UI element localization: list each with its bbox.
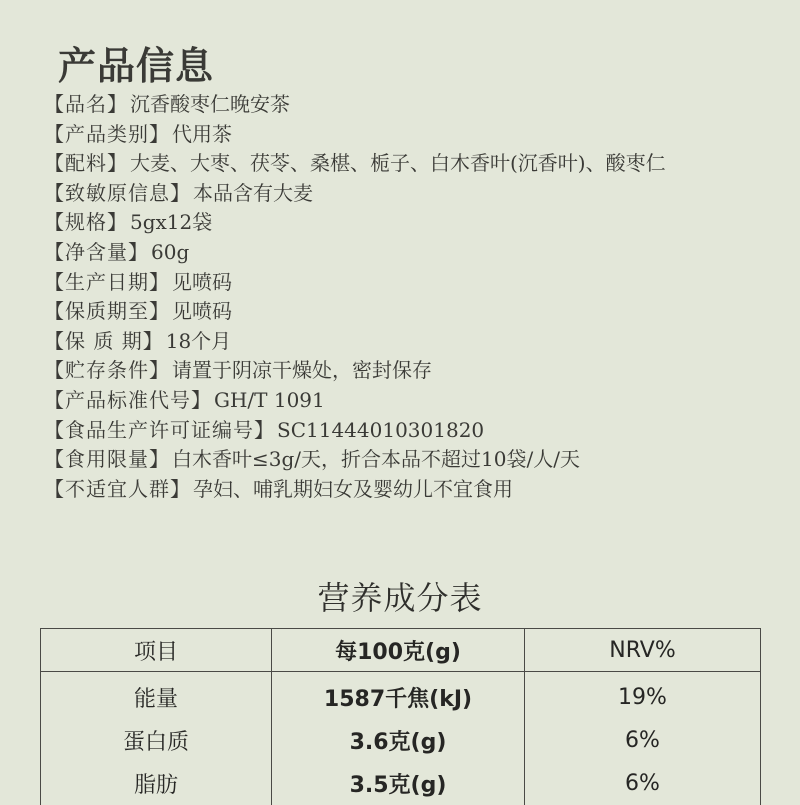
info-label: 【品名】 <box>44 92 128 116</box>
info-label: 【致敏原信息】 <box>44 180 191 205</box>
info-value: 白木香叶≤3g/天，折合本品不超过10袋/人/天 <box>172 447 580 472</box>
table-row <box>41 719 761 762</box>
info-label: 【食用限量】 <box>44 447 170 472</box>
nutrient-nrv: 19% <box>525 672 761 720</box>
info-label: 【产品类别】 <box>44 121 170 146</box>
nutrition-table <box>40 628 761 805</box>
info-row-storage <box>44 356 666 386</box>
product-info-list <box>44 90 666 504</box>
info-label: 【产品标准代号】 <box>44 387 212 412</box>
info-label: 【不适宜人群】 <box>44 476 191 501</box>
info-label: 【保质期至】 <box>44 299 170 324</box>
info-label: 【净含量】 <box>44 239 149 264</box>
info-row-ingredients <box>44 149 666 179</box>
column-header-nrv: NRV% <box>525 629 761 672</box>
info-label: 【保 质 期】 <box>44 328 164 353</box>
info-label: 【规格】 <box>44 210 128 235</box>
nutrient-nrv: 6% <box>525 719 761 762</box>
info-row-production-date <box>44 268 666 298</box>
table-row <box>41 762 761 805</box>
info-value: 本品含有大麦 <box>193 180 313 205</box>
info-value: 5gx12袋 <box>130 210 213 235</box>
info-row-name <box>44 90 666 120</box>
info-value: 沉香酸枣仁晚安茶 <box>130 92 290 116</box>
info-row-shelf-life <box>44 327 666 357</box>
nutrient-name: 能量 <box>41 672 272 720</box>
nutrient-amount: 3.6克(g) <box>272 719 525 762</box>
info-row-category <box>44 120 666 150</box>
nutrient-amount: 3.5克(g) <box>272 762 525 805</box>
nutrient-name: 蛋白质 <box>41 719 272 762</box>
nutrient-name: 脂肪 <box>41 762 272 805</box>
info-value: 代用茶 <box>172 121 232 146</box>
info-value: SC11444010301820 <box>277 417 485 442</box>
info-value: 孕妇、哺乳期妇女及婴幼儿不宜食用 <box>193 476 513 501</box>
info-row-consumption-limit <box>44 445 666 475</box>
info-row-standard-code <box>44 386 666 416</box>
nutrition-header-row <box>41 629 761 672</box>
info-value: 见喷码 <box>172 299 232 324</box>
info-value: 大麦、大枣、茯苓、桑椹、栀子、白木香叶(沉香叶)、酸枣仁 <box>130 151 666 176</box>
info-label: 【食品生产许可证编号】 <box>44 417 275 442</box>
info-value: 18个月 <box>165 328 232 353</box>
info-value: 请置于阴凉干燥处，密封保存 <box>172 358 432 383</box>
product-info-title: 产品信息 <box>58 43 215 88</box>
column-header-per-100g: 每100克(g) <box>272 629 525 672</box>
info-value: 见喷码 <box>172 269 232 294</box>
info-row-allergen <box>44 179 666 209</box>
info-label: 【配料】 <box>44 151 128 176</box>
info-row-expiry-date <box>44 297 666 327</box>
nutrient-amount: 1587千焦(kJ) <box>272 672 525 720</box>
info-row-unsuitable-groups <box>44 475 666 505</box>
info-label: 【生产日期】 <box>44 269 170 294</box>
info-row-license-number <box>44 416 666 446</box>
info-label: 【贮存条件】 <box>44 358 170 383</box>
table-row <box>41 672 761 720</box>
nutrient-nrv: 6% <box>525 762 761 805</box>
info-row-spec <box>44 208 666 238</box>
info-value: 60g <box>151 239 190 264</box>
nutrition-table-title: 营养成分表 <box>317 579 483 617</box>
info-row-net-content <box>44 238 666 268</box>
info-value: GH/T 1091 <box>214 387 325 412</box>
column-header-item: 项目 <box>41 629 272 672</box>
